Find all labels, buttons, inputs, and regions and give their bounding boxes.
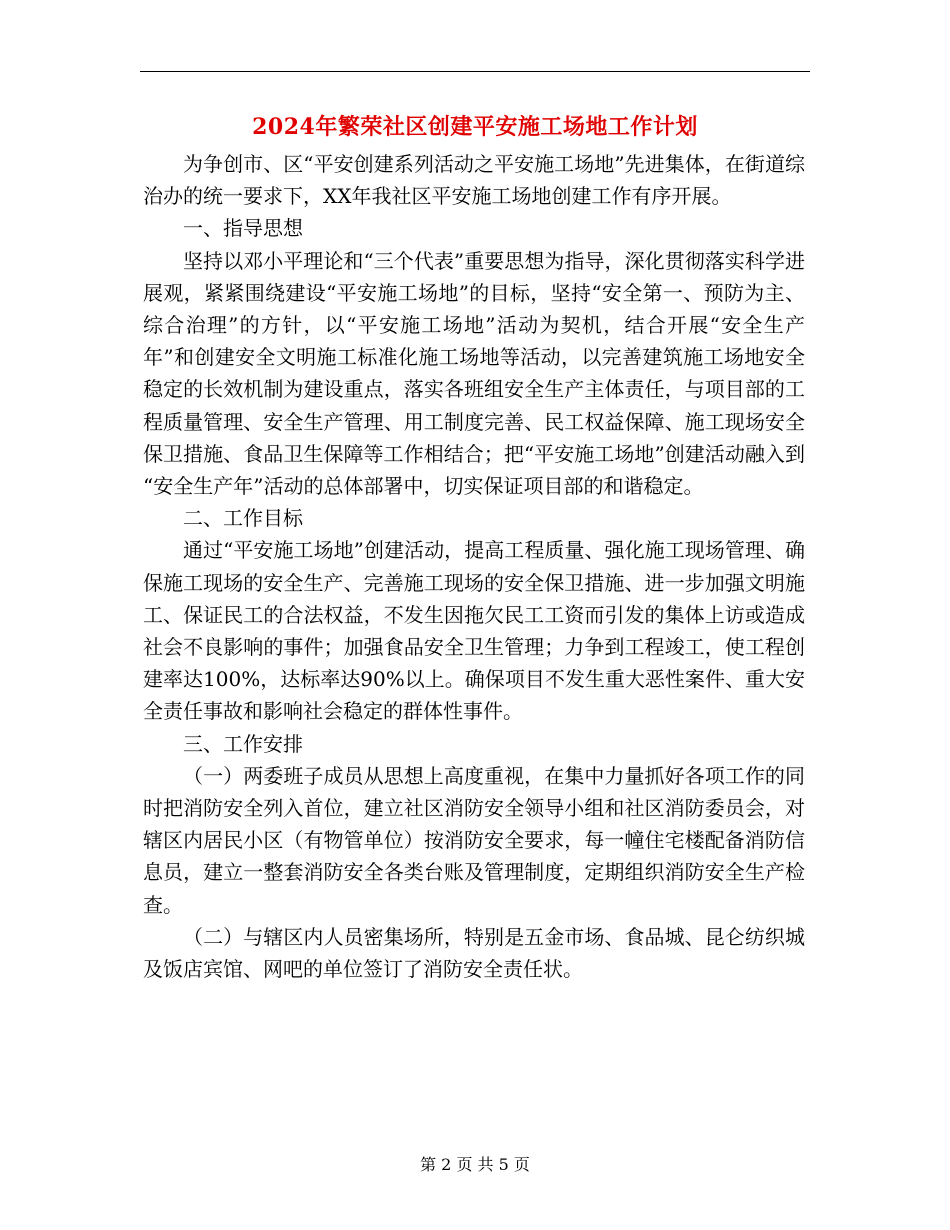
arrangement-item-1: （一）两委班子成员从思想上高度重视，在集中力量抓好各项工作的同时把消防安全列入首位，建立社区消防安全领导小组和社区消防委员会，对辖区内居民小区（有物管单位）按消防安全要求，每一幢住宅楼配备消防信息员，建立一整套消防安全各类台账及管理制度，定期组织消防安全生产检查。 xyxy=(143,763,805,917)
intro-paragraph: 为争创市、区“平安创建系列活动之平安施工场地”先进集体，在街道综治办的统一要求下，XX年我社区平安施工场地创建工作有序开展。 xyxy=(143,152,805,209)
guiding-ideology-paragraph: 坚持以邓小平理论和“三个代表”重要思想为指导，深化贯彻落实科学进展观，紧紧围绕建设“平安施工场地”的目标，坚持“安全第一、预防为主、综合治理”的方针，以“平安施工场地”活动为契机，结合开展“安全生产年”和创建安全文明施工标准化施工场地等活动，以完善建筑施工场地安全稳定的长效机制为建设重点，落实各班组安全生产主体责任，与项目部的工程质量管理、安全生产管理、用工制度完善、民工权益保障、施工现场安全保卫措施、食品卫生保障等工作相结合；把“平安施工场地”创建活动融入到 “安全生产年”活动的总体部署中，切实保证项目部的和谐稳定。 xyxy=(143,248,805,499)
header-rule xyxy=(140,71,810,72)
document-body xyxy=(143,148,805,985)
section-heading-guiding-ideology: 一、指导思想 xyxy=(183,216,303,241)
work-goals-paragraph: 通过“平安施工场地”创建活动，提高工程质量、强化施工现场管理、确保施工现场的安全生产、完善施工现场的安全保卫措施、进一步加强文明施工、保证民工的合法权益，不发生因拖欠民工工资而引发的集体上访或造成社会不良影响的事件；加强食品安全卫生管理；力争到工程竣工，使工程创建率达100%，达标率达90%以上。确保项目不发生重大恶性案件、重大安全责任事故和影响社会稳定的群体性事件。 xyxy=(143,538,805,724)
document-title: 2024年繁荣社区创建平安施工场地工作计划 xyxy=(252,114,698,140)
section-heading-work-goals: 二、工作目标 xyxy=(183,506,303,531)
arrangement-item-2: （二）与辖区内人员密集场所，特别是五金市场、食品城、昆仑纺织城及饭店宾馆、网吧的单位签订了消防安全责任状。 xyxy=(143,924,805,982)
section-heading-work-arrangement: 三、工作安排 xyxy=(183,731,303,756)
page-number-footer: 第 2 页 共 5 页 xyxy=(420,1155,530,1174)
